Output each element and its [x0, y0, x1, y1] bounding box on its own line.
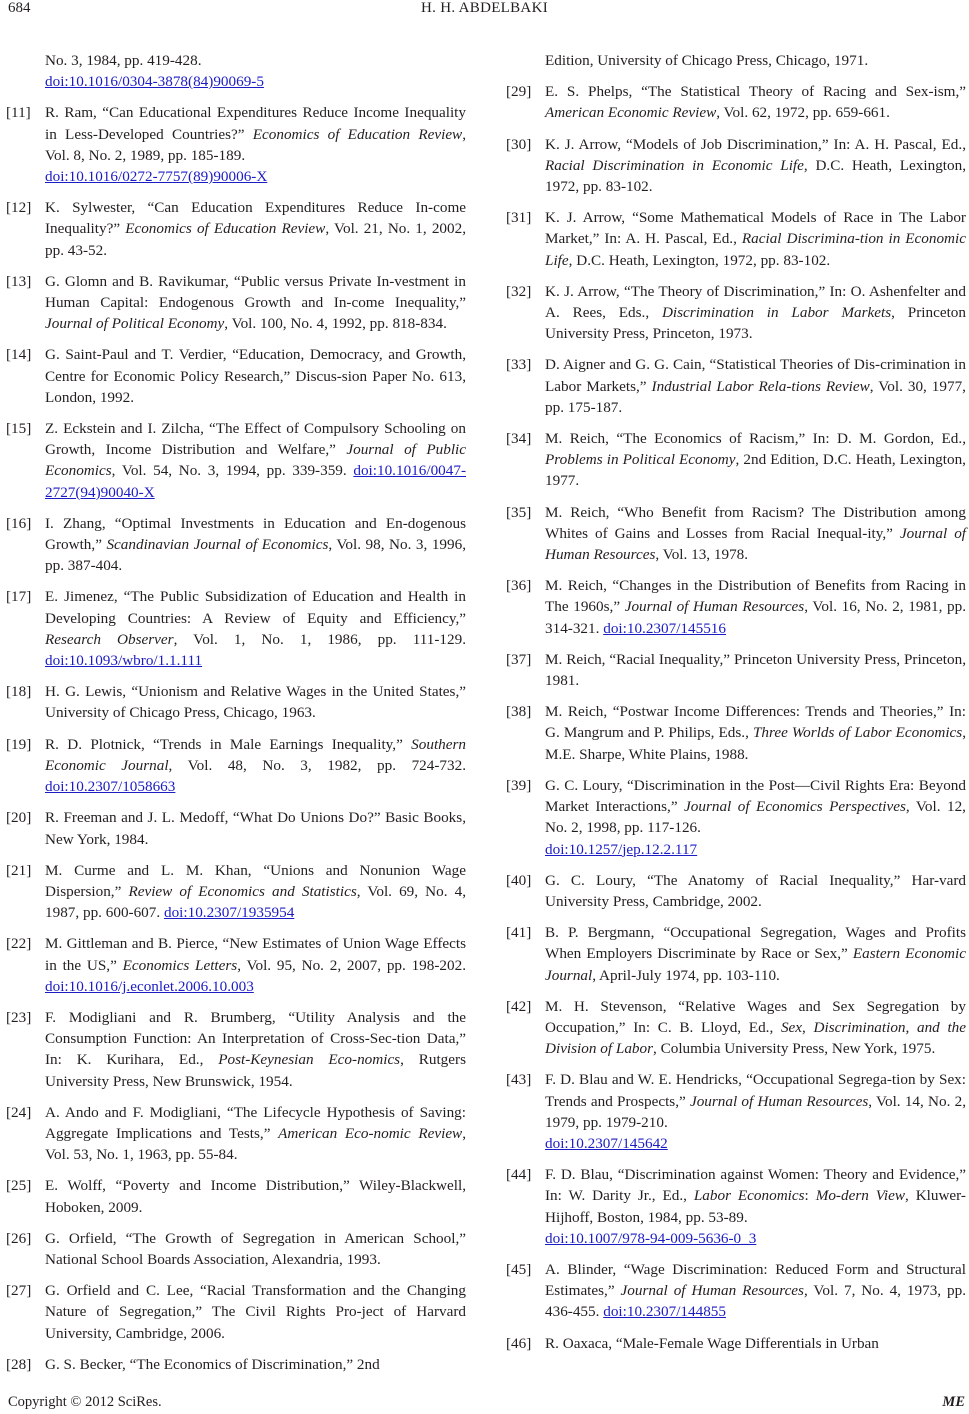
reference-entry — [6, 1102, 466, 1166]
reference-text — [45, 273, 466, 332]
running-title: H. H. ABDELBAKI — [421, 0, 548, 16]
reference-segment: , Vol. 21, No. 1, 2002, pp. 43-52. — [45, 220, 467, 259]
reference-segment: K. Sylwester, “Can Education Expenditures Reduce In-come Inequality?” — [45, 199, 466, 238]
reference-entry — [6, 271, 466, 335]
publication-title: Journal of Human Resources — [545, 524, 967, 564]
reference-segment: F. D. Blau, “Discrimination against Women: Theory and Evidence,” In: W. Darity Jr., Ed., — [545, 1166, 966, 1205]
doi-link[interactable]: doi:10.1016/0272-7757(89)90006-X — [45, 168, 268, 186]
reference-segment: M. Reich, “Who Benefit from Racism? The Distribution among Whites of Gains and Losses from Racial Inequal-ity,” — [545, 503, 966, 542]
doi-link[interactable]: doi:10.1016/0304-3878(84)90069-5 — [45, 73, 264, 91]
reference-number: [38] — [506, 703, 532, 721]
journal-abbreviation: ME — [942, 1394, 965, 1410]
doi-link[interactable]: doi:10.2307/1058663 — [45, 778, 176, 796]
reference-text — [45, 736, 466, 795]
references-right-column — [506, 50, 966, 1364]
reference-entry — [6, 1007, 466, 1092]
reference-segment: No. 3, 1984, pp. 419-428. — [45, 52, 202, 69]
reference-entry — [506, 575, 966, 639]
reference-segment: , Vol. 95, No. 2, 2007, pp. 198-202. — [237, 956, 466, 974]
reference-entry — [506, 1164, 966, 1249]
reference-number: [13] — [6, 272, 32, 290]
reference-segment: E. Jimenez, “The Public Subsidization of Education and Health in Developing Countries: A Review of Equity and Efficiency,” — [45, 588, 466, 627]
reference-segment: , — [802, 1018, 814, 1036]
reference-segment: , Rutgers University Press, New Brunswick, 1954. — [45, 1051, 466, 1090]
page-number: 684 — [8, 0, 31, 16]
reference-number: [22] — [6, 935, 32, 953]
reference-text — [545, 924, 966, 983]
page-footer — [0, 1394, 969, 1414]
reference-number: [41] — [506, 924, 532, 942]
publication-title: Research Observer — [45, 630, 174, 648]
reference-entry — [506, 354, 966, 418]
publication-title: Economics of Education Review — [125, 220, 326, 238]
publication-title: Three Worlds of Labor Economics — [752, 724, 963, 742]
publication-title: Racial Discrimina-tion in Economic Life — [545, 230, 966, 269]
reference-segment: , D.C. Heath, Lexington, 1972, pp. 83-102. — [568, 251, 831, 269]
reference-entry — [6, 344, 466, 408]
reference-entry — [506, 428, 966, 492]
reference-segment: F. D. Blau and W. E. Hendricks, “Occupational Segrega-tion by Sex: Trends and Prospects,” — [545, 1071, 966, 1110]
reference-segment: , Vol. 16, No. 2, 1981, pp. 314-321. — [545, 598, 967, 637]
publication-title: Scandinavian Journal of Economics — [106, 536, 329, 554]
reference-segment: , Columbia University Press, New York, 1975. — [653, 1040, 936, 1058]
reference-number: [16] — [6, 514, 32, 532]
reference-number: [44] — [506, 1166, 532, 1184]
reference-segment: K. J. Arrow, “Models of Job Discrimination,” In: A. H. Pascal, Ed., — [545, 135, 966, 153]
reference-text — [545, 1335, 879, 1352]
reference-segment: G. C. Loury, “The Anatomy of Racial Inequality,” Har-vard University Press, Cambridge, 2002. — [545, 871, 966, 910]
publication-title: Journal of Human Resources — [624, 598, 805, 616]
reference-entry — [506, 81, 966, 123]
reference-text — [45, 1177, 466, 1215]
reference-number: [19] — [6, 735, 32, 753]
reference-entry — [506, 870, 966, 912]
reference-text — [45, 52, 264, 90]
reference-segment: , Vol. 48, No. 3, 1982, pp. 724-732. — [168, 756, 466, 774]
reference-entry — [6, 1228, 466, 1270]
reference-segment: , Vol. 14, No. 2, 1979, pp. 1979-210. — [545, 1092, 966, 1131]
doi-link[interactable]: doi:10.1016/j.econlet.2006.10.003 — [45, 977, 254, 995]
reference-entry — [6, 1280, 466, 1344]
reference-number: [11] — [6, 104, 31, 122]
reference-text — [545, 703, 966, 762]
reference-segment: R. D. Plotnick, “Trends in Male Earnings Inequality,” — [45, 735, 412, 753]
reference-segment: G. Glomn and B. Ravikumar, “Public versus Private In-vestment in Human Capital: Endogenous Growth and In-come Inequality,” — [45, 272, 466, 312]
publication-title: Labor Economics — [693, 1187, 805, 1205]
reference-text — [545, 356, 966, 415]
reference-segment: R. Ram, “Can Educational Expenditures Reduce Income Inequality in Less-Developed Countries?” — [45, 104, 466, 143]
reference-segment: I. Zhang, “Optimal Investments in Education and En-dogenous Growth,” — [45, 514, 466, 554]
reference-text — [45, 515, 466, 574]
reference-segment: , Vol. 62, 1972, pp. 659-661. — [716, 104, 890, 122]
reference-entry — [6, 197, 466, 261]
doi-link[interactable]: doi:10.1007/978-94-009-5636-0_3 — [545, 1229, 757, 1247]
reference-segment: M. Reich, “Changes in the Distribution of Benefits from Racing in The 1960s,” — [545, 577, 966, 616]
reference-text — [545, 83, 966, 121]
reference-text — [545, 577, 966, 636]
reference-number: [18] — [6, 683, 32, 701]
reference-text — [45, 862, 466, 921]
publication-title: Journal of Economics Perspectives — [684, 798, 906, 816]
reference-text — [45, 588, 466, 669]
reference-text — [545, 1166, 966, 1247]
reference-entry — [506, 50, 966, 71]
reference-text — [45, 809, 466, 847]
reference-segment: M. Reich, “Racial Inequality,” Princeton University Press, Princeton, 1981. — [545, 650, 966, 690]
reference-number: [20] — [6, 809, 32, 827]
publication-title: Discrimination, and the Division of Labor — [545, 1018, 967, 1058]
publication-title: Journal of Public Economics — [45, 441, 466, 480]
reference-number: [12] — [6, 199, 32, 217]
reference-entry — [6, 933, 466, 997]
reference-entry — [6, 50, 466, 92]
doi-link[interactable]: doi:10.1093/wbro/1.1.111 — [45, 652, 203, 670]
reference-entry — [6, 418, 466, 503]
reference-entry — [506, 701, 966, 765]
reference-entry — [6, 860, 466, 924]
reference-segment: , 2nd Edition, D.C. Heath, Lexington, 1977. — [545, 451, 966, 490]
reference-number: [36] — [506, 577, 532, 595]
reference-text — [545, 504, 966, 563]
reference-number: [14] — [6, 346, 32, 364]
publication-title: Racial Discrimination in Economic Life — [545, 156, 804, 174]
reference-segment: , Vol. 100, No. 4, 1992, pp. 818-834. — [224, 315, 447, 333]
reference-text — [545, 430, 966, 489]
reference-segment: , Vol. 53, No. 1, 1963, pp. 55-84. — [45, 1124, 466, 1164]
reference-text — [45, 1356, 380, 1373]
reference-segment: G. Orfield and C. Lee, “Racial Transformation and the Changing Nature of Segregation,” The Civil Rights Pro-ject of Harvard University, Cambridge, 2006. — [45, 1282, 466, 1342]
doi-link[interactable]: doi:10.2307/1935954 — [163, 904, 295, 922]
reference-segment: G. Orfield, “The Growth of Segregation in American School,” National School Boards Association, Alexandria, 1993. — [45, 1229, 466, 1268]
reference-segment: A. Blinder, “Wage Discrimination: Reduced Form and Structural Estimates,” — [545, 1260, 966, 1300]
reference-entry — [6, 513, 466, 577]
reference-number: [21] — [6, 861, 32, 879]
reference-number: [37] — [506, 650, 532, 668]
reference-segment: B. P. Bergmann, “Occupational Segregation, Wages and Profits When Employers Discriminate by Race or Sex,” — [545, 924, 966, 963]
reference-entry — [6, 586, 466, 671]
reference-segment: F. Modigliani and R. Brumberg, “Utility Analysis and the Consumption Function: An Interpretation of Cross-Sec-tion Data,” In: K. Kurihara, Ed., — [45, 1008, 466, 1069]
reference-entry — [506, 649, 966, 691]
reference-segment: , Vol. 8, No. 2, 1989, pp. 185-189. — [45, 125, 466, 164]
reference-number: [28] — [6, 1355, 32, 1373]
reference-segment: M. Gittleman and B. Pierce, “New Estimates of Union Wage Effects in the US,” — [45, 935, 466, 974]
publication-title: Problems in Political Economy — [545, 451, 736, 469]
publication-title: Journal of Human Resources — [689, 1092, 869, 1110]
reference-text — [45, 1230, 466, 1268]
doi-link[interactable]: doi:10.1257/jep.12.2.117 — [545, 840, 698, 858]
reference-segment: H. G. Lewis, “Unionism and Relative Wages in the United States,” University of Chicago Press, Chicago, 1963. — [45, 683, 466, 722]
reference-text — [45, 683, 466, 721]
reference-number: [32] — [506, 282, 532, 300]
reference-segment: M. Reich, “The Economics of Racism,” In: D. M. Gordon, Ed., — [545, 430, 966, 448]
reference-segment: R. Freeman and J. L. Medoff, “What Do Unions Do?” Basic Books, New York, 1984. — [45, 809, 466, 848]
reference-entry — [6, 1354, 466, 1375]
reference-number: [17] — [6, 588, 32, 606]
reference-entry — [6, 102, 466, 187]
reference-number: [40] — [506, 871, 532, 889]
reference-text — [545, 651, 966, 689]
publication-title: Review of Economics and Statistics — [128, 882, 357, 900]
reference-segment: , Princeton University Press, Princeton, 1973. — [545, 304, 966, 343]
reference-segment: D. Aigner and G. G. Cain, “Statistical Theories of Dis-crimination in Labor Markets,” — [545, 356, 966, 395]
reference-segment: E. S. Phelps, “The Statistical Theory of Racing and Sex-ism,” — [545, 83, 966, 101]
reference-number: [43] — [506, 1071, 532, 1089]
copyright-notice: Copyright © 2012 SciRes. — [8, 1394, 162, 1410]
reference-number: [29] — [506, 83, 532, 101]
reference-text — [45, 420, 466, 501]
reference-segment: G. C. Loury, “Discrimination in the Post—Civil Rights Era: Beyond Market Interactions,” — [545, 776, 966, 816]
reference-text — [545, 777, 966, 858]
reference-entry — [6, 734, 466, 798]
reference-segment: , Vol. 12, No. 2, 1998, pp. 117-126. — [545, 798, 966, 837]
reference-text — [45, 1009, 466, 1090]
reference-entry — [6, 1175, 466, 1217]
reference-segment: K. J. Arrow, “Some Mathematical Models of Race in The Labor Market,” In: A. H. Pascal, Ed., — [545, 209, 966, 248]
publication-title: Eastern Economic Journal — [545, 945, 966, 984]
reference-number: [31] — [506, 209, 532, 227]
reference-segment: Edition, University of Chicago Press, Chicago, 1971. — [545, 52, 869, 69]
publication-title: Journal of Human Resources — [620, 1282, 804, 1300]
reference-entry — [506, 1333, 966, 1354]
reference-segment: M. Reich, “Postwar Income Differences: Trends and Theories,” In: G. Mangrum and P. Philips, Eds., — [545, 703, 966, 742]
reference-segment: G. Saint-Paul and T. Verdier, “Education, Democracy, and Growth, Centre for Economic Policy Research,” Discus-sion Paper No. 613, London, 1992. — [45, 346, 466, 406]
reference-text — [45, 1104, 466, 1163]
reference-text — [45, 935, 466, 994]
reference-entry — [506, 1259, 966, 1323]
reference-text — [45, 199, 466, 258]
reference-text — [545, 52, 868, 69]
reference-segment: , D.C. Heath, Lexington, 1972, pp. 83-102. — [545, 156, 966, 196]
reference-number: [24] — [6, 1103, 32, 1121]
publication-title: American Economic Review — [545, 104, 717, 122]
reference-segment: , Vol. 1, No. 1, 1986, pp. 111-129. — [173, 630, 466, 648]
page-header — [0, 0, 969, 40]
reference-text — [45, 346, 466, 405]
reference-number: [35] — [506, 503, 532, 521]
publication-title: Economics Letters — [122, 956, 238, 974]
doi-link[interactable]: doi:10.1016/0047-2727(94)90040-X — [45, 462, 466, 501]
reference-entry — [506, 281, 966, 345]
reference-segment: , Vol. 13, 1978. — [655, 546, 749, 564]
reference-number: [39] — [506, 776, 532, 794]
reference-text — [545, 209, 966, 268]
reference-text — [45, 1282, 466, 1341]
reference-entry — [506, 1069, 966, 1154]
reference-segment: M. Curme and L. M. Khan, “Unions and Nonunion Wage Dispersion,” — [45, 861, 466, 900]
reference-segment: , Vol. 69, No. 4, 1987, pp. 600-607. — [45, 882, 466, 922]
references-left-column — [6, 50, 466, 1385]
publication-title: Economics of Education Review — [252, 125, 463, 143]
reference-text — [545, 1261, 966, 1320]
reference-segment: , Vol. 54, No. 3, 1994, pp. 339-359. — [111, 462, 354, 480]
reference-segment: G. S. Becker, “The Economics of Discrimination,” 2nd — [45, 1355, 380, 1373]
reference-segment: R. Oaxaca, “Male-Female Wage Differentials in Urban — [545, 1334, 879, 1352]
reference-number: [30] — [506, 135, 532, 153]
publication-title: Southern Economic Journal — [45, 735, 466, 774]
doi-link[interactable]: doi:10.2307/144855 — [603, 1303, 726, 1321]
reference-entry — [506, 134, 966, 198]
reference-number: [27] — [6, 1282, 32, 1300]
reference-segment: A. Ando and F. Modigliani, “The Lifecycle Hypothesis of Saving: Aggregate Implications and Tests,” — [45, 1103, 466, 1142]
reference-number: [42] — [506, 997, 532, 1015]
reference-entry — [506, 775, 966, 860]
reference-number: [15] — [6, 420, 32, 438]
reference-entry — [506, 207, 966, 271]
reference-text — [545, 136, 966, 195]
reference-entry — [6, 681, 466, 723]
reference-number: [23] — [6, 1008, 32, 1026]
reference-segment: E. Wolff, “Poverty and Income Distribution,” Wiley-Blackwell, Hoboken, 2009. — [45, 1177, 466, 1216]
doi-link[interactable]: doi:10.2307/145516 — [603, 619, 726, 637]
reference-number: [26] — [6, 1229, 32, 1247]
reference-number: [25] — [6, 1177, 32, 1195]
reference-segment: , Vol. 98, No. 3, 1996, pp. 387-404. — [45, 536, 466, 575]
reference-text — [45, 104, 466, 185]
reference-number: [45] — [506, 1260, 532, 1278]
reference-number: [46] — [506, 1334, 532, 1352]
publication-title: Industrial Labor Rela-tions Review — [651, 377, 870, 395]
reference-segment: , Vol. 30, 1977, pp. 175-187. — [545, 377, 966, 416]
publication-title: Journal of Political Economy — [45, 315, 225, 333]
publication-title: American Eco-nomic Review — [278, 1124, 463, 1142]
reference-segment: , April-July 1974, pp. 103-110. — [592, 966, 780, 984]
publication-title: Post-Keynesian Eco-nomics — [218, 1051, 401, 1069]
reference-segment: , M.E. Sharpe, White Plains, 1988. — [545, 724, 966, 763]
reference-segment: M. H. Stevenson, “Relative Wages and Sex Segregation by Occupation,” In: C. B. Lloyd, Ed., — [545, 997, 966, 1036]
reference-text — [545, 998, 966, 1057]
reference-entry — [506, 996, 966, 1060]
reference-entry — [6, 807, 466, 849]
publication-title: Discrimination in Labor Markets — [661, 304, 892, 322]
reference-entry — [506, 502, 966, 566]
publication-title: Sex — [780, 1018, 803, 1036]
reference-number: [34] — [506, 430, 532, 448]
reference-text — [545, 872, 966, 910]
reference-text — [545, 283, 966, 342]
publication-title: Mo-dern View — [815, 1187, 905, 1205]
reference-segment: , Kluwer-Hijhoff, Boston, 1984, pp. 53-89. — [545, 1187, 966, 1226]
reference-segment: , Vol. 7, No. 4, 1973, pp. 436-455. — [545, 1282, 967, 1321]
reference-segment: Z. Eckstein and I. Zilcha, “The Effect of Compulsory Schooling on Growth, Income Distribution and Welfare,” — [45, 420, 466, 459]
reference-segment: : — [804, 1187, 816, 1205]
doi-link[interactable]: doi:10.2307/145642 — [545, 1134, 668, 1152]
reference-entry — [506, 922, 966, 986]
reference-number: [33] — [506, 356, 532, 374]
reference-segment: K. J. Arrow, “The Theory of Discrimination,” In: O. Ashenfelter and A. Rees, Eds., — [545, 282, 966, 322]
reference-text — [545, 1071, 966, 1152]
